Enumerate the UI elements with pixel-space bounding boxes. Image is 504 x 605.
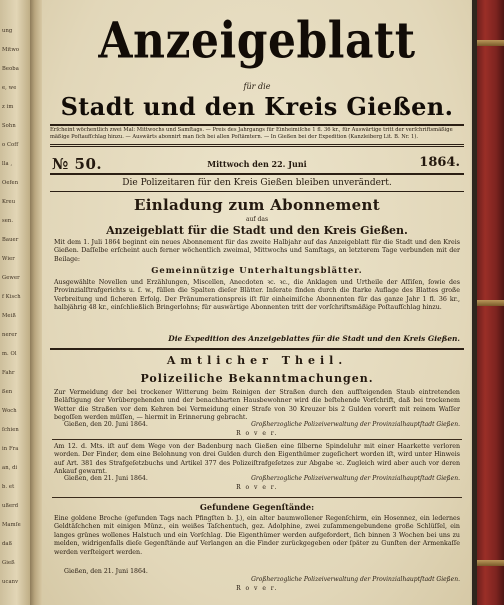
polizeitaxen-notice: Die Polizeitaren für den Kreis Gießen bleiben unverändert. <box>122 178 392 188</box>
einladung-heading: Einladung zum Abonnement <box>134 196 380 214</box>
spine-band <box>477 300 504 306</box>
facing-page-fragment: Gewer <box>2 275 20 281</box>
bekanntmachung-1-signature: R o v e r. <box>236 430 278 437</box>
facing-page-fragment: Sohn <box>2 123 16 129</box>
facing-page-fragment: z im <box>2 104 14 110</box>
expedition-signature: Die Expedition des Anzeigeblattes für die Stadt und den Kreis Gießen. <box>168 334 460 343</box>
facing-page-fragment: in Fra <box>2 446 19 452</box>
notice-rule <box>50 191 464 192</box>
facing-page-fragment: Woch <box>2 408 17 414</box>
bekanntmachung-3-top-rule <box>52 497 462 498</box>
facing-page-edge <box>0 0 30 605</box>
polizeiliche-bekanntmachungen-heading: Polizeiliche Bekanntmachungen. <box>140 372 374 385</box>
facing-page-fragment: nerer <box>2 332 17 338</box>
publishing-info-line-1: Erſcheint wöchentlich zwei Mal: Mittwochs und Samſtags. — Preis des Jahrgangs für Einheimiſche 1 fl. 36 kr., für Auswärtige tritt der verſchriftsmäßige <box>50 127 453 133</box>
bekanntmachung-verlorene-uhr: Am 12. d. Mts. iſt auf dem Wege von der Badenburg nach Gießen eine ſilberne Spindeluhr mit einer Haarkette verloren worden. Der Finder, dem eine Belohnung von drei Gulden durch den Eigenthümer zugeſichert worden iſt, wird unter Hinweis auf Art. 381 des Strafgeſetzbuchs und Artikel 377 des Polizeiſtrafgeſetzes zur Abgabe ꝛc. Zugleich wird aber auch vor deren Ankauf gewarnt. <box>54 443 460 476</box>
facing-page-fragment: daß <box>2 541 13 547</box>
amtlicher-theil-heading: Amtlicher Theil. <box>166 354 348 367</box>
einladung-paragraph-1: Mit dem 1. Juli 1864 beginnt ein neues Abonnement für das zweite Halbjahr auf das Anzeigeblatt für die Stadt und den Kreis Gießen. Daſſelbe erſcheint auch ferner wöchentlich zweimal, Mittwochs und Samſtags, an letzterem Tage verbunden mit der Beilage: <box>54 239 460 263</box>
info-rule <box>50 144 464 145</box>
facing-page-fragment: Meiß <box>2 313 16 319</box>
facing-page-fragment: ßen <box>2 389 13 395</box>
einladung-paragraph-2: Ausgewählte Novellen und Erzählungen, Miscellen, Anecdoten ꝛc. ꝛc., die Anklagen und Urtheile der Aſſiſen, ſowie des Provinzialſtrafgerichts u. ſ. w., füllen die Spalten dieſer Blätter. Inſerate finden durch die ſtarke Auflage des Blattes große Verbreitung und ſicheren Erfolg. Der Pränumerationspreis iſt für einheimiſche Abonnenten für das ganze Jahr 1 fl. 36 kr., halbjährig 48 kr., einſchließlich Bringerlohns; für auswärtige Abonnenten tritt der vorſchriftsmäßige Poſtaufſchlag hinzu. <box>54 279 460 312</box>
masthead-title: Anzeigeblatt <box>98 12 416 71</box>
issue-number: № 50. <box>52 155 103 173</box>
einladung-subheading: Anzeigeblatt für die Stadt und den Kreis Gießen. <box>106 224 408 237</box>
facing-page-fragment: ung <box>2 28 13 34</box>
bekanntmachung-2-authority: Großherzogliche Polizeiverwaltung der Provinzialhauptſtadt Gießen. <box>251 475 460 482</box>
bekanntmachung-1-date: Gießen, den 20. Juni 1864. <box>64 421 148 428</box>
facing-page-fragment: ußerd <box>2 503 19 509</box>
publishing-info <box>50 127 464 141</box>
facing-page-fragment: Mamſe <box>2 522 21 528</box>
facing-page-fragment: Bauer <box>2 237 19 243</box>
info-rule-double <box>50 146 464 147</box>
bekanntmachung-1-authority: Großherzogliche Polizeiverwaltung der Provinzialhauptſtadt Gießen. <box>251 421 460 428</box>
bekanntmachung-3-date: Gießen, den 21. Juni 1864. <box>64 568 148 575</box>
gefundene-gegenstaende-heading: Gefundene Gegenſtände: <box>199 502 315 512</box>
section-rule <box>50 348 464 350</box>
spine-band <box>477 40 504 46</box>
bekanntmachung-2-top-rule <box>52 439 462 440</box>
facing-page-fragment: Mitwo <box>2 47 20 53</box>
facing-page-fragment: ucanv <box>2 579 19 585</box>
spine-band <box>477 560 504 566</box>
bekanntmachung-2-signature: R o v e r. <box>236 484 278 491</box>
issue-rule <box>50 173 464 175</box>
issue-date: Mittwoch den 22. Juni <box>207 159 307 169</box>
facing-page-fragment: Wier <box>2 256 15 262</box>
publishing-info-line-2: mäßige Poſtaufſchlag hinzu. — Auswärts abonnirt man ſich bei allen Poſtämtern. — In Gießen bei der Expedition (Kanzleiberg Lit. B. Nr. 1). <box>50 134 419 141</box>
facing-page-fragment: sen. <box>2 218 14 224</box>
facing-page-fragment: Kreu <box>2 199 16 205</box>
facing-page-fragment: Beoba <box>2 66 19 72</box>
facing-page-fragment: Oefen <box>2 180 19 186</box>
einladung-auf-das: auf das <box>245 216 269 223</box>
facing-page-fragment: lla , <box>2 161 13 167</box>
newspaper-page <box>42 0 472 605</box>
bekanntmachung-3-signature: R o v e r. <box>236 585 278 592</box>
masthead-fuer-die: für die <box>243 82 271 91</box>
beilage-title: Gemeinnützige Unterhaltungsblätter. <box>151 265 363 275</box>
facing-page-fragment: Gieß <box>2 560 15 566</box>
facing-page-fragment: b. et <box>2 484 15 490</box>
facing-page-fragment: ſchien <box>2 427 19 433</box>
bekanntmachung-gefundene-gegenstaende: Eine goldene Broche (gefunden Tags nach Pfingſten b. J.), ein alter baumwollener Regenſchirm, ein Hosennez, ein ledernes Geldtäſchchen mit einigen Münz., ein weißes Taſchentuch, gez. Adolphine, zwei zuſammengebundene große Schlüſſel, ein langes grünes wollenes Halstuch und ein Vorſchlag. Die Eigenthümer werden aufgefordert, ſich binnen 3 Wochen bei uns zu melden, widrigenfalls dieſe Gegenſtände auf Verlangen an die Finder zurückgegeben oder ſpäter zu Gunſten der Armenkaſſe werden verſteigert werden. <box>54 515 460 556</box>
facing-page-fragment: an, di <box>2 465 18 471</box>
facing-page-fragment: m. Ol <box>2 351 17 357</box>
facing-page-fragment: o Coff <box>2 142 19 148</box>
bekanntmachung-3-authority: Großherzogliche Polizeiverwaltung der Provinzialhauptſtadt Gießen. <box>251 576 460 583</box>
facing-page-fragment: f Kisch <box>2 294 21 300</box>
issue-year: 1864. <box>419 155 460 170</box>
facing-page-fragment: Fahr <box>2 370 15 376</box>
facing-page-fragment: e, we <box>2 85 17 91</box>
book-spine <box>477 0 504 605</box>
masthead-rule <box>50 124 464 126</box>
book-gutter <box>30 0 42 605</box>
bekanntmachung-2-date: Gießen, den 21. Juni 1864. <box>64 475 148 482</box>
bekanntmachung-strassenreinigung: Zur Vermeidung der bei trockener Witterung beim Reinigen der Straßen durch den aufſteigenden Staub eintretenden Beläſtigung der Vorübergehenden und der benachbarten Hausbewohner wird die beſtehende Vorſchrift, daß bei trockenem Wetter die Straßen vor dem Kehren bei Vermeidung einer Strafe von 30 Kreuzer bis 2 Gulden vorerſt mit reinem Waſſer begoſſen werden müſſen, — hiermit in Erinnerung gebracht. <box>54 389 460 422</box>
masthead-subtitle: Stadt und den Kreis Gießen. <box>60 92 454 121</box>
